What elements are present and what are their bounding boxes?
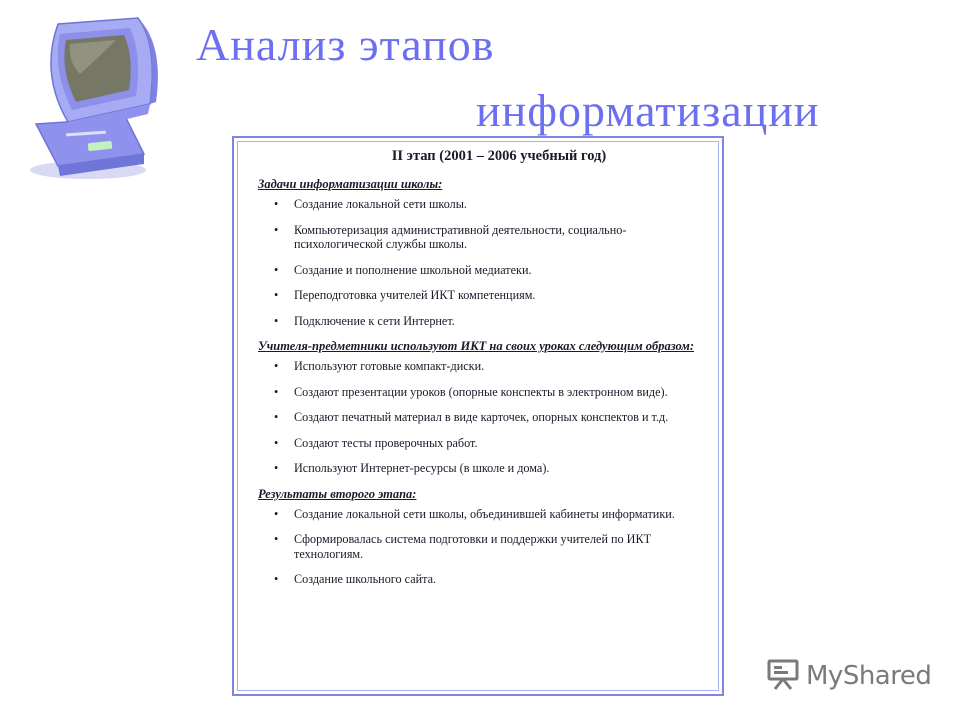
bullet: • <box>274 461 279 475</box>
list-results <box>254 507 706 587</box>
slide-title-line1: Анализ этапов <box>196 19 495 70</box>
bullet: • <box>274 410 279 424</box>
section-title-teachers: Учителя-предметники используют ИКТ на своих уроках следующим образом: <box>258 339 694 353</box>
watermark <box>766 656 931 696</box>
section-title-tasks: Задачи информатизации школы: <box>258 177 443 191</box>
bullet: • <box>274 572 279 586</box>
list-item <box>254 572 706 587</box>
watermark-text: MyShared <box>806 661 932 691</box>
list-item-text: Используют Интернет-ресурсы (в школе и дома). <box>294 461 550 475</box>
list-item <box>254 359 706 374</box>
bullet: • <box>274 384 279 399</box>
bullet: • <box>274 435 279 450</box>
computer-monitor-icon <box>18 14 168 184</box>
bullet: • <box>274 222 279 237</box>
list-item <box>254 385 706 400</box>
document-content <box>254 148 706 598</box>
list-teachers <box>254 359 706 476</box>
list-item-text: Создают презентации уроков (опорные конспекты в электронном виде). <box>294 384 668 399</box>
bullet: • <box>274 359 279 373</box>
list-tasks <box>254 197 706 328</box>
list-item-text: Используют готовые компакт-диски. <box>294 359 485 373</box>
list-item <box>254 436 706 451</box>
bullet: • <box>274 532 279 546</box>
list-item <box>254 507 706 522</box>
list-item-text: Создание школьного сайта. <box>294 572 437 586</box>
bullet: • <box>274 506 279 521</box>
bullet: • <box>274 262 279 277</box>
list-item-text: Сформировалась система подготовки и поддержки учителей по ИКТ технологиям. <box>294 532 652 561</box>
list-item <box>254 532 706 561</box>
document-heading: II этап (2001 – 2006 учебный год) <box>391 148 607 164</box>
list-item-text: Подключение к сети Интернет. <box>294 313 455 328</box>
list-item <box>254 410 706 425</box>
list-item <box>254 197 706 212</box>
list-item-text: Создают печатный материал в виде карточек, опорных конспектов и т.д. <box>294 410 669 424</box>
list-item <box>254 461 706 476</box>
bullet: • <box>274 313 279 328</box>
section-title-results: Результаты второго этапа: <box>258 486 417 501</box>
list-item-text: Создание локальной сети школы, объединившей кабинеты информатики. <box>294 506 675 521</box>
document-frame <box>232 136 724 696</box>
list-item-text: Создание локальной сети школы. <box>294 197 467 211</box>
list-item-text: Переподготовка учителей ИКТ компетенциям. <box>294 288 536 302</box>
slide-title-line2: информатизации <box>476 85 820 136</box>
presentation-board-icon <box>766 658 800 694</box>
list-item <box>254 314 706 329</box>
list-item <box>254 223 706 252</box>
list-item <box>254 263 706 278</box>
bullet: • <box>274 197 279 211</box>
bullet: • <box>274 288 279 302</box>
list-item-text: Создают тесты проверочных работ. <box>294 435 478 450</box>
list-item <box>254 288 706 303</box>
list-item-text: Создание и пополнение школьной медиатеки. <box>294 262 532 277</box>
list-item-text: Компьютеризация административной деятельности, социально-психологической службы школы. <box>294 222 627 251</box>
